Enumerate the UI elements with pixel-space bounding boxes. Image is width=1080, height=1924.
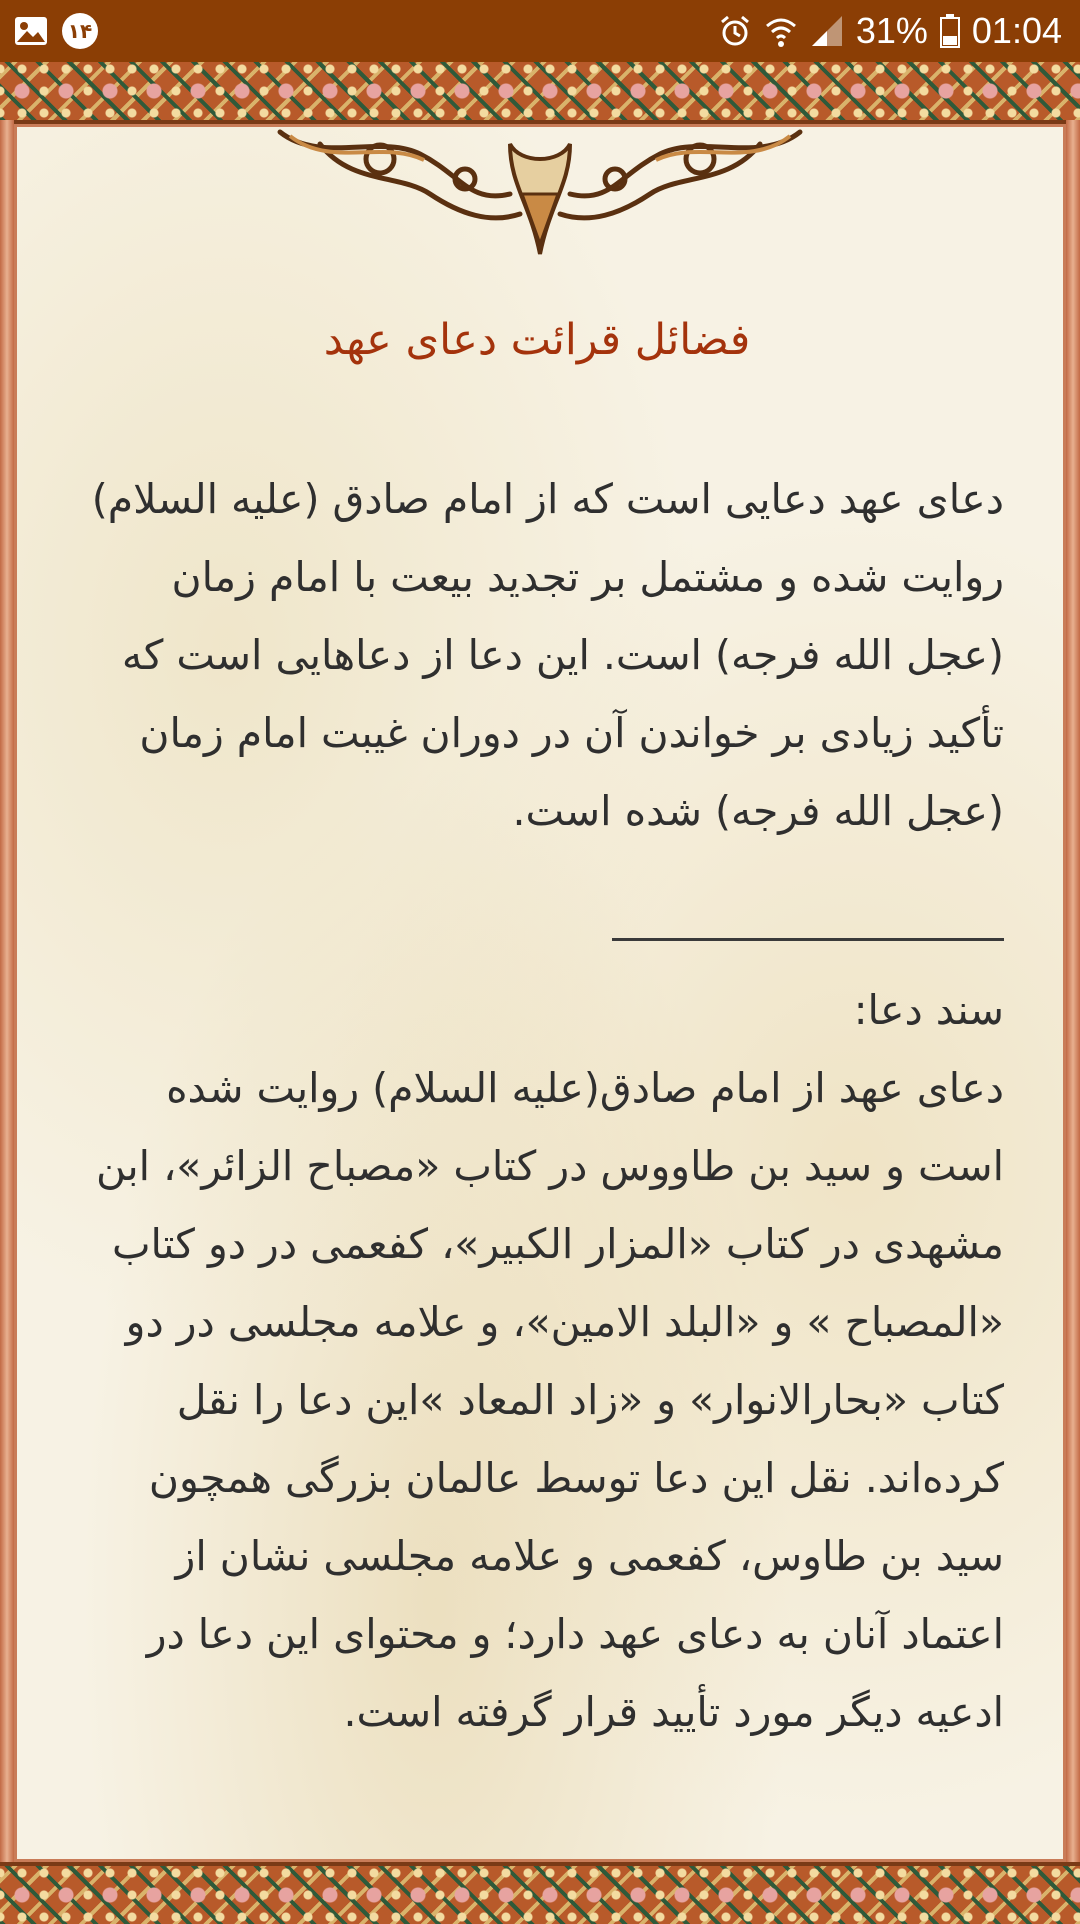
battery-icon [940,14,960,48]
gallery-icon [14,16,48,46]
section-divider [612,938,1004,941]
alarm-icon [718,14,752,48]
frame-left-edge [0,120,14,1862]
battery-percent: 31% [855,10,928,51]
ornamental-border-top [0,62,1080,124]
top-ornament-icon [260,124,820,264]
signal-icon [810,14,844,48]
sanad-heading: سند دعا: [853,986,1004,1034]
status-right [718,8,1062,54]
notification-count-badge: ۱۴ [62,13,98,49]
frame-right-edge [1066,120,1080,1862]
clock-time: 01:04 [971,10,1062,51]
ornamental-border-bottom [0,1862,1080,1924]
intro-paragraph: دعای عهد دعایی است که از امام صادق (علیه السلام) روایت شده و مشتمل بر تجدید بیعت با امام زمان (عجل الله فرجه) است. این دعا از دعاهایی است که تأکید زیادی بر خواندن آن در دوران غیبت امام زمان (عجل الله فرجه) شده است. [91,475,1004,835]
article-title: فضائل قرائت دعای عهد [323,315,751,365]
article-content [70,300,1004,1751]
status-bar [0,0,1080,62]
status-left [14,10,98,52]
sanad-paragraph: دعای عهد از امام صادق(علیه السلام) روایت شده است و سید بن طاووس در کتاب «مصباح الزائر»، ابن مشهدی در کتاب «المزار الکبیر»، کفعمی در دو کتاب «المصباح » و «البلد الامین»، و علامه مجلسی در دو کتاب «بحارالانوار» و «زاد المعاد »این دعا را نقل کرده‌اند. نقل این دعا توسط عالمان بزرگی همچون سید بن طاوس، کفعمی و علامه مجلسی نشان از اعتماد آنان به دعای عهد دارد؛ و محتوای این دعا در ادعیه دیگر مورد تأیید قرار گرفته است. [96,1064,1004,1736]
wifi-icon [764,14,798,48]
